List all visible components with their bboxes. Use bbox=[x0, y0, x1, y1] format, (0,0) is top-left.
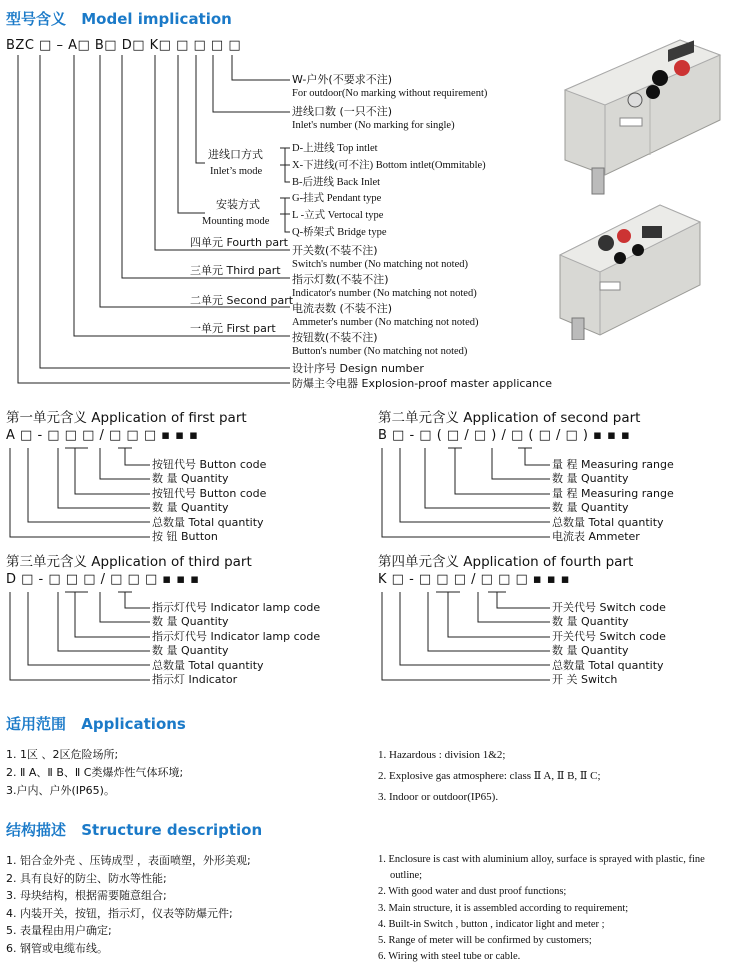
structure-en-item: outline; bbox=[390, 870, 423, 882]
part4-title: 第四单元含义 Application of fourth part bbox=[378, 554, 634, 570]
structure-en-item: 4. Built-in Switch , button , indicator light and meter ; bbox=[378, 918, 605, 930]
inlet-number-en: Inlet's number (No marking for single) bbox=[292, 120, 455, 131]
part4-line: 开关代号 Switch code bbox=[552, 601, 666, 614]
ammeter-number-cn: 电流表数 (不装不注) bbox=[292, 302, 393, 315]
inlet-mode-label-cn: 进线口方式 bbox=[208, 148, 263, 161]
structure-cn bbox=[6, 852, 251, 957]
part1-title: 第一单元含义 Application of first part bbox=[6, 410, 247, 426]
structure-cn-item: 3. 母块结构，根据需要随意组合; bbox=[6, 889, 167, 902]
part3-line: 总数量 Total quantity bbox=[152, 658, 264, 672]
model-heading-cn: 型号含义 bbox=[6, 10, 67, 28]
applications-heading bbox=[6, 713, 186, 734]
applications-cn bbox=[6, 746, 183, 800]
inlet-mode-opt-top: D-上进线 Top intlet bbox=[292, 143, 378, 154]
part1-lines bbox=[152, 458, 266, 544]
mounting-opt-vertical: L -立式 Vertocal type bbox=[292, 210, 384, 221]
applications-cn-item: 2. Ⅱ A、Ⅱ B、Ⅱ C类爆炸性气体环境; bbox=[6, 766, 184, 779]
part4-line: 数 量 Quantity bbox=[552, 644, 629, 658]
applications-heading-cn: 适用范围 bbox=[6, 715, 67, 733]
structure-en-item: 6. Wiring with steel tube or cable. bbox=[378, 951, 521, 963]
part2-line: 量 程 Measuring range bbox=[552, 458, 674, 471]
indicator-number-cn: 指示灯数(不装不注) bbox=[292, 273, 389, 286]
part4-line: 开 关 Switch bbox=[552, 673, 618, 687]
mounting-label-en: Mounting mode bbox=[202, 216, 270, 227]
structure-heading bbox=[6, 819, 262, 840]
structure-cn-item: 4. 内装开关，按钮，指示灯，仪表等防爆元件; bbox=[6, 906, 233, 920]
part3-line: 数 量 Quantity bbox=[152, 615, 229, 629]
part4-code: K □ - □ □ □ / □ □ □ ▪ ▪ ▪ bbox=[378, 572, 571, 587]
fourth-part-label: 四单元 Fourth part bbox=[190, 236, 288, 249]
part2-line: 量 程 Measuring range bbox=[552, 486, 674, 500]
part4-line: 总数量 Total quantity bbox=[552, 658, 664, 672]
structure-en-item: 2. With good water and dust proof functions; bbox=[378, 886, 567, 898]
part3-line: 指示灯代号 Indicator lamp code bbox=[152, 629, 321, 643]
applications-en-item: 1. Hazardous : division 1&2; bbox=[378, 749, 506, 761]
structure-cn-item: 1. 铝合金外壳 、压铸成型 ，表面喷塑，外形美观; bbox=[6, 854, 251, 867]
switch-number-en: Switch's number (No matching not noted) bbox=[292, 259, 468, 270]
mounting-opt-bridge: Q-桥架式 Bridge type bbox=[292, 227, 387, 238]
part4-line: 数 量 Quantity bbox=[552, 615, 629, 629]
structure-cn-item: 2. 具有良好的防尘、防水等性能; bbox=[6, 871, 167, 885]
part3-code: D □ - □ □ □ / □ □ □ ▪ ▪ ▪ bbox=[6, 572, 200, 587]
w-en: For outdoor(No marking without requirement) bbox=[292, 88, 488, 99]
model-heading-en: Model implication bbox=[81, 10, 232, 28]
applications-heading-en: Applications bbox=[81, 715, 186, 733]
applications-en-item: 3. Indoor or outdoor(IP65). bbox=[378, 791, 499, 803]
ammeter-number-en: Ammeter's number (No matching not noted) bbox=[292, 317, 479, 328]
button-number-cn: 按钮数(不装不注) bbox=[292, 331, 378, 344]
third-part-label: 三单元 Third part bbox=[190, 264, 281, 277]
structure-en-item: 5. Range of meter will be confirmed by customers; bbox=[378, 935, 592, 947]
applications-en bbox=[378, 745, 601, 808]
switch-number-cn: 开关数(不装不注) bbox=[292, 244, 378, 257]
explosion-proof-label: 防爆主令电器 Explosion-proof master applicance bbox=[292, 377, 552, 390]
part1-code: A □ - □ □ □ / □ □ □ ▪ ▪ ▪ bbox=[6, 428, 199, 443]
structure-en-item: 3. Main structure, it is assembled according to requirement; bbox=[378, 902, 629, 914]
inlet-mode-label-en: Inlet’s mode bbox=[210, 166, 263, 177]
second-part-label: 二单元 Second part bbox=[190, 294, 294, 307]
part2-title: 第二单元含义 Application of second part bbox=[378, 410, 641, 426]
part1-line: 按钮代号 Button code bbox=[152, 458, 267, 471]
part3-line: 数 量 Quantity bbox=[152, 644, 229, 658]
part3-title: 第三单元含义 Application of third part bbox=[6, 554, 252, 570]
structure-en bbox=[378, 852, 705, 965]
applications-cn-item: 1. 1区 、2区危险场所; bbox=[6, 748, 119, 761]
part1-line: 数 量 Quantity bbox=[152, 472, 229, 486]
part2-line: 总数量 Total quantity bbox=[552, 515, 664, 529]
applications-cn-item: 3.户内、户外(IP65)。 bbox=[6, 784, 115, 797]
part2-line: 数 量 Quantity bbox=[552, 472, 629, 486]
first-part-label: 一单元 First part bbox=[190, 322, 276, 335]
inlet-mode-opt-back: B-后进线 Back Inlet bbox=[292, 177, 381, 188]
part3-lines bbox=[152, 601, 320, 687]
structure-en-item: 1. Enclosure is cast with aluminium alloy, surface is sprayed with plastic, fine bbox=[378, 854, 705, 865]
design-number: 设计序号 Design number bbox=[292, 362, 424, 375]
part4-lines bbox=[552, 601, 666, 687]
structure-heading-cn: 结构描述 bbox=[6, 821, 67, 839]
structure-cn-item: 6. 钢管或电缆布线。 bbox=[6, 941, 108, 955]
model-code: BZC □ – A□ B□ D□ K□ □ □ □ □ bbox=[6, 38, 242, 53]
part1-line: 数 量 Quantity bbox=[152, 501, 229, 515]
indicator-number-en: Indicator's number (No matching not noted) bbox=[292, 288, 477, 299]
mounting-label-cn: 安装方式 bbox=[216, 198, 260, 211]
structure-heading-en: Structure description bbox=[81, 821, 263, 839]
part2-lines bbox=[552, 458, 674, 544]
part2-line: 数 量 Quantity bbox=[552, 501, 629, 515]
part1-line: 总数量 Total quantity bbox=[152, 515, 264, 529]
part1-line: 按钮代号 Button code bbox=[152, 486, 267, 500]
applications-en-item: 2. Explosive gas atmosphere: class Ⅱ A, Ⅱ B, Ⅱ C; bbox=[378, 770, 601, 782]
button-number-en: Button's number (No matching not noted) bbox=[292, 346, 468, 357]
part1-line: 按 钮 Button bbox=[152, 530, 218, 544]
part3-line: 指示灯代号 Indicator lamp code bbox=[152, 601, 321, 614]
mounting-opt-pendant: G-挂式 Pendant type bbox=[292, 193, 382, 204]
part3-line: 指示灯 Indicator bbox=[152, 673, 238, 687]
w-cn: W-户外(不要求不注) bbox=[292, 73, 392, 86]
inlet-mode-opt-bottom: X-下进线(可不注) Bottom intlet(Ommitable) bbox=[292, 160, 486, 171]
part4-line: 开关代号 Switch code bbox=[552, 629, 666, 643]
inlet-number-cn: 进线口数 (一只不注) bbox=[292, 105, 393, 118]
part2-code: B □ - □ ( □ / □ ) / □ ( □ / □ ) ▪ ▪ ▪ bbox=[378, 428, 631, 443]
structure-cn-item: 5. 表量程由用户确定; bbox=[6, 924, 112, 937]
part2-line: 电流表 Ammeter bbox=[552, 530, 640, 544]
